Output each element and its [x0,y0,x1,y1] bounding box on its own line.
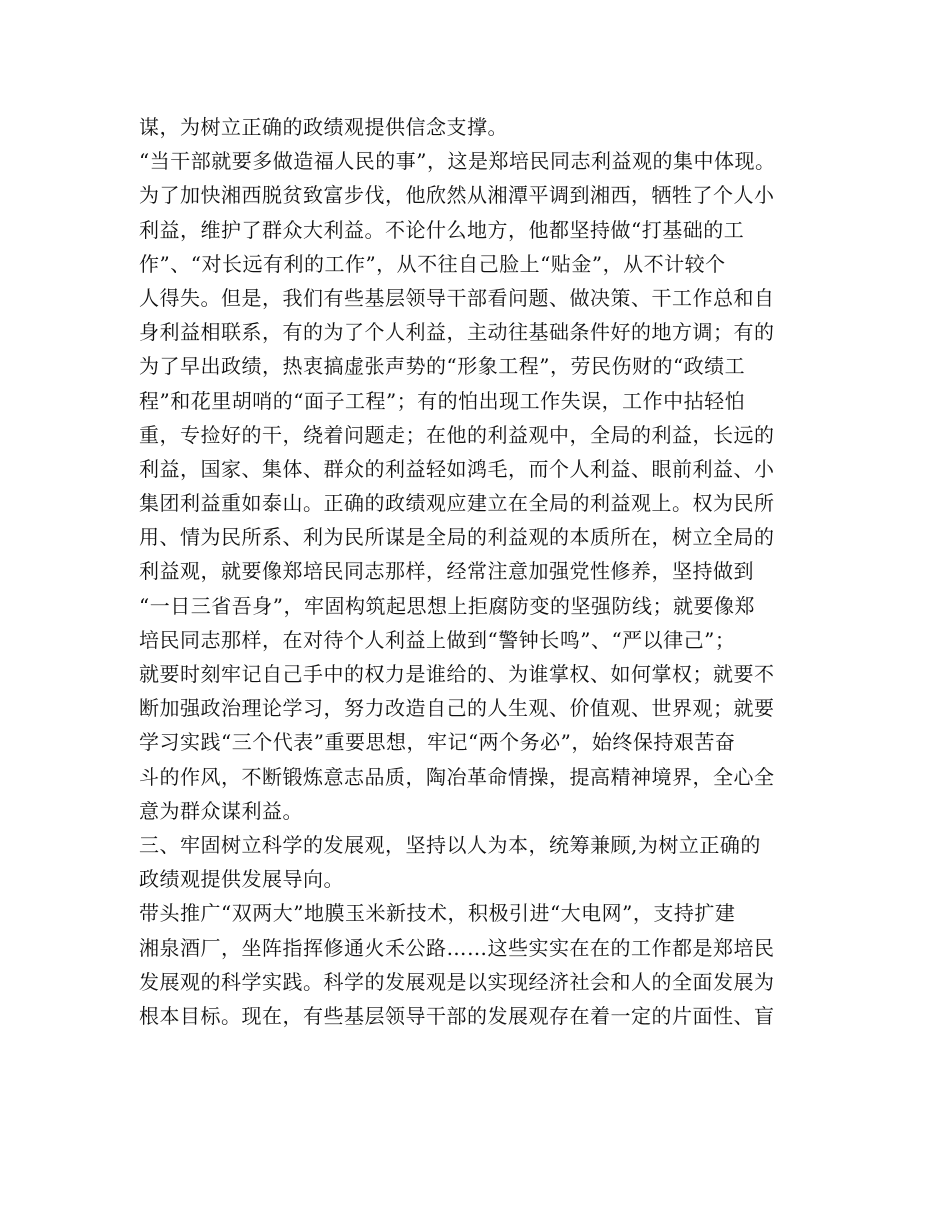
text-line: 重，专捡好的干，绕着问题走；在他的利益观中，全局的利益，长远的 [139,422,775,447]
text-line: 为了加快湘西脱贫致富步伐，他欣然从湘潭平调到湘西，牺牲了个人小 [139,183,775,208]
section-heading-line: 三、牢固树立科学的发展观，坚持以人为本，统筹兼顾,为树立正确的 [139,832,761,857]
text-line: “当干部就要多做造福人民的事”，这是郑培民同志利益观的集中体现。 [139,149,776,174]
text-line: 断加强政治理论学习，努力改造自己的人生观、价值观、世界观；就要 [139,696,775,721]
text-line: 利益观，就要像郑培民同志那样，经常注意加强党性修养，坚持做到 [139,559,754,584]
text-line: 带头推广“双两大”地膜玉米新技术，积极引进“大电网”，支持扩建 [139,901,736,926]
text-line: 斗的作风，不断锻炼意志品质，陶冶革命情操，提高精神境界，全心全 [139,764,775,789]
text-line: 谋，为树立正确的政绩观提供信念支撑。 [139,115,508,139]
text-line: 发展观的科学实践。科学的发展观是以实现经济社会和人的全面发展为 [139,969,775,994]
text-line: “一日三省吾身”，牢固构筑起思想上拒腐防变的坚强防线；就要像郑 [139,593,755,618]
section-heading-line: 政绩观提供发展导向。 [139,867,344,892]
text-line: 学习实践“三个代表”重要思想，牢记“两个务必”，始终保持艰苦奋 [139,730,736,755]
text-line: 为了早出政绩，热衷搞虚张声势的“形象工程”，劳民伤财的“政绩工 [139,354,746,379]
text-line: 利益，维护了群众大利益。不论什么地方，他都坚持做“打基础的工 [139,217,745,242]
text-line: 人得失。但是，我们有些基层领导干部看问题、做决策、干工作总和自 [139,285,775,310]
text-line: 作”、“对长远有利的工作”，从不往自己脸上“贴金”，从不计较个 [139,251,726,276]
text-line: 程”和花里胡哨的“面子工程”；有的怕出现工作失误，工作中拈轻怕 [139,388,746,413]
text-line: 身利益相联系，有的为了个人利益，主动往基础条件好的地方调；有的 [139,320,775,345]
text-line: 就要时刻牢记自己手中的权力是谁给的、为谁掌权、如何掌权；就要不 [139,662,775,686]
text-line: 培民同志那样，在对待个人利益上做到“警钟长鸣”、“严以律己”； [139,627,736,652]
text-line: 用、情为民所系、利为民所谋是全局的利益观的本质所在，树立全局的 [139,525,775,550]
text-line: 集团利益重如泰山。正确的政绩观应建立在全局的利益观上。权为民所 [139,491,775,516]
text-line: 意为群众谋利益。 [139,798,303,823]
body-text [139,110,829,1033]
text-line: 湘泉酒厂，坐阵指挥修通火禾公路……这些实实在在的工作都是郑培民 [139,935,775,960]
text-line: 根本目标。现在，有些基层领导干部的发展观存在着一定的片面性、盲 [139,1003,775,1028]
text-line: 利益，国家、集体、群众的利益轻如鸿毛，而个人利益、眼前利益、小 [139,456,775,481]
